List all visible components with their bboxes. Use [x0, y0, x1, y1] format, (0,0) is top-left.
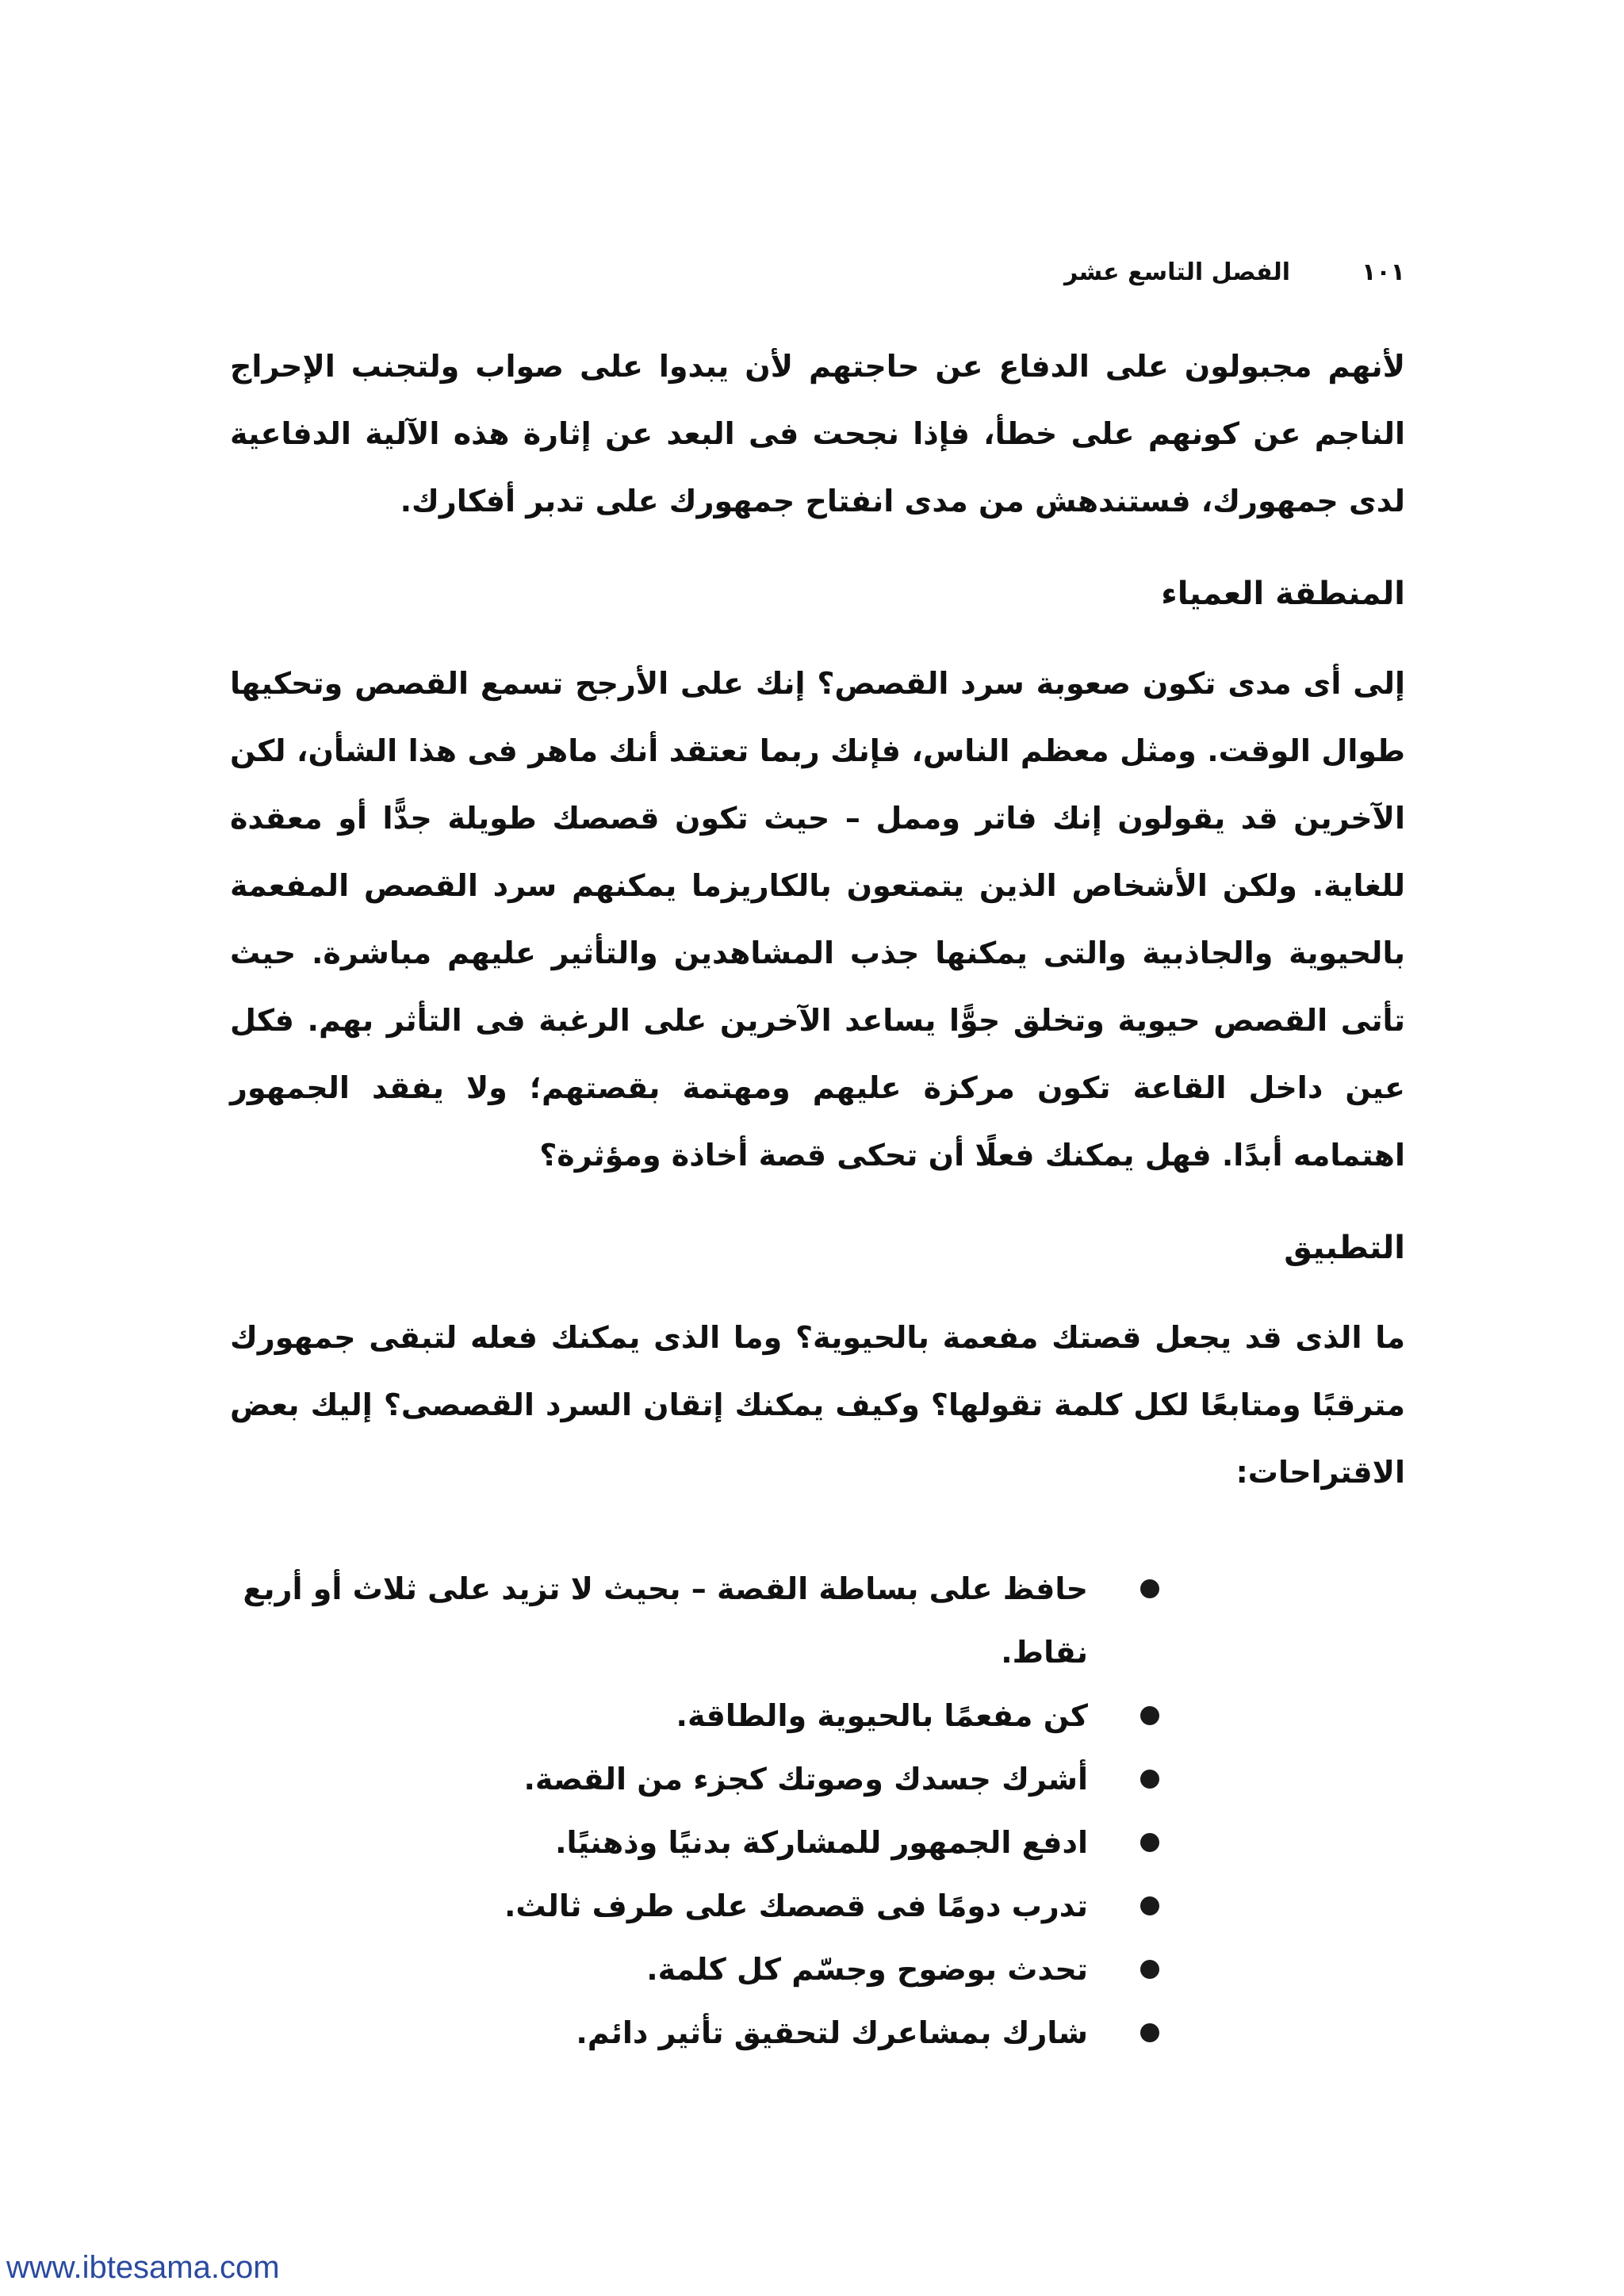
- section-heading-application: التطبيق: [1284, 1230, 1405, 1266]
- blind-spot-paragraph: إلى أى مدى تكون صعوبة سرد القصص؟ إنك على الأرجح تسمع القصص وتحكيها طوال الوقت. ومثل معظم الناس، فإنك ربما تعتقد أنك ماهر فى هذا الشأن، لكن الآخرين قد يقولون إنك فاتر وممل – حيث تكون قصصك طويلة جدًّا أو معقدة للغاية. ولكن الأشخاص الذين يتمتعون بالكاريزما يمكنهم سرد القصص المفعمة بالحيوية والجاذبية والتى يمكنها جذب المشاهدين والتأثير عليهم مباشرة. حيث تأتى القصص حيوية وتخلق جوًّا يساعد الآخرين على الرغبة فى التأثر بهم. فكل عين داخل القاعة تكون مركزة عليهم ومهتمة بقصتهم؛ ولا يفقد الجمهور اهتمامه أبدًا. فهل يمكنك فعلًا أن تحكى قصة أخاذة ومؤثرة؟: [230, 666, 1405, 1173]
- bullet-icon: [1140, 1896, 1159, 1915]
- chapter-title: الفصل التاسع عشر: [1063, 258, 1291, 286]
- page-body: [230, 333, 1405, 2064]
- list-item: [230, 1557, 1159, 1684]
- page-number: ١٠١: [1362, 258, 1405, 286]
- bullet-icon: [1140, 1770, 1159, 1789]
- list-item: [230, 1811, 1159, 1874]
- suggestions-list: [230, 1557, 1159, 2064]
- bullet-icon: [1140, 2023, 1159, 2042]
- list-item: [230, 1747, 1159, 1811]
- bullet-icon: [1140, 1579, 1159, 1598]
- bullet-icon: [1140, 1833, 1159, 1852]
- source-website-link[interactable]: www.ibtesama.com: [6, 2250, 280, 2285]
- list-item: [230, 1874, 1159, 1938]
- intro-paragraph: لأنهم مجبولون على الدفاع عن حاجتهم لأن يبدوا على صواب ولتجنب الإحراج الناجم عن كونهم على خطأ، فإذا نجحت فى البعد عن إثارة هذه الآلية الدفاعية لدى جمهورك، فستندهش من مدى انفتاح جمهورك على تدبر أفكارك.: [230, 349, 1405, 519]
- list-item-text: ادفع الجمهور للمشاركة بدنيًا وذهنيًا.: [555, 1825, 1088, 1860]
- bullet-icon: [1140, 1960, 1159, 1979]
- application-paragraph: ما الذى قد يجعل قصتك مفعمة بالحيوية؟ وما الذى يمكنك فعله لتبقى جمهورك مترقبًا ومتابعًا لكل كلمة تقولها؟ وكيف يمكنك إتقان السرد القصصى؟ إليك بعض الاقتراحات:: [230, 1320, 1405, 1490]
- running-header: [1031, 252, 1405, 292]
- list-item-text: أشرك جسدك وصوتك كجزء من القصة.: [523, 1762, 1088, 1797]
- list-item-text: حافظ على بساطة القصة – بحيث لا تزيد على ثلاث أو أربع نقاط.: [243, 1571, 1088, 1670]
- list-item: [230, 1684, 1159, 1747]
- list-item-text: تدرب دومًا فى قصصك على طرف ثالث.: [504, 1888, 1088, 1923]
- list-item-text: شارك بمشاعرك لتحقيق تأثير دائم.: [576, 2015, 1088, 2050]
- list-item: [230, 1938, 1159, 2001]
- list-item: [230, 2001, 1159, 2064]
- section-heading-blind-spot: المنطقة العمياء: [1161, 576, 1405, 612]
- list-item-text: كن مفعمًا بالحيوية والطاقة.: [676, 1698, 1088, 1733]
- bullet-icon: [1140, 1706, 1159, 1725]
- list-item-text: تحدث بوضوح وجسّم كل كلمة.: [646, 1952, 1088, 1987]
